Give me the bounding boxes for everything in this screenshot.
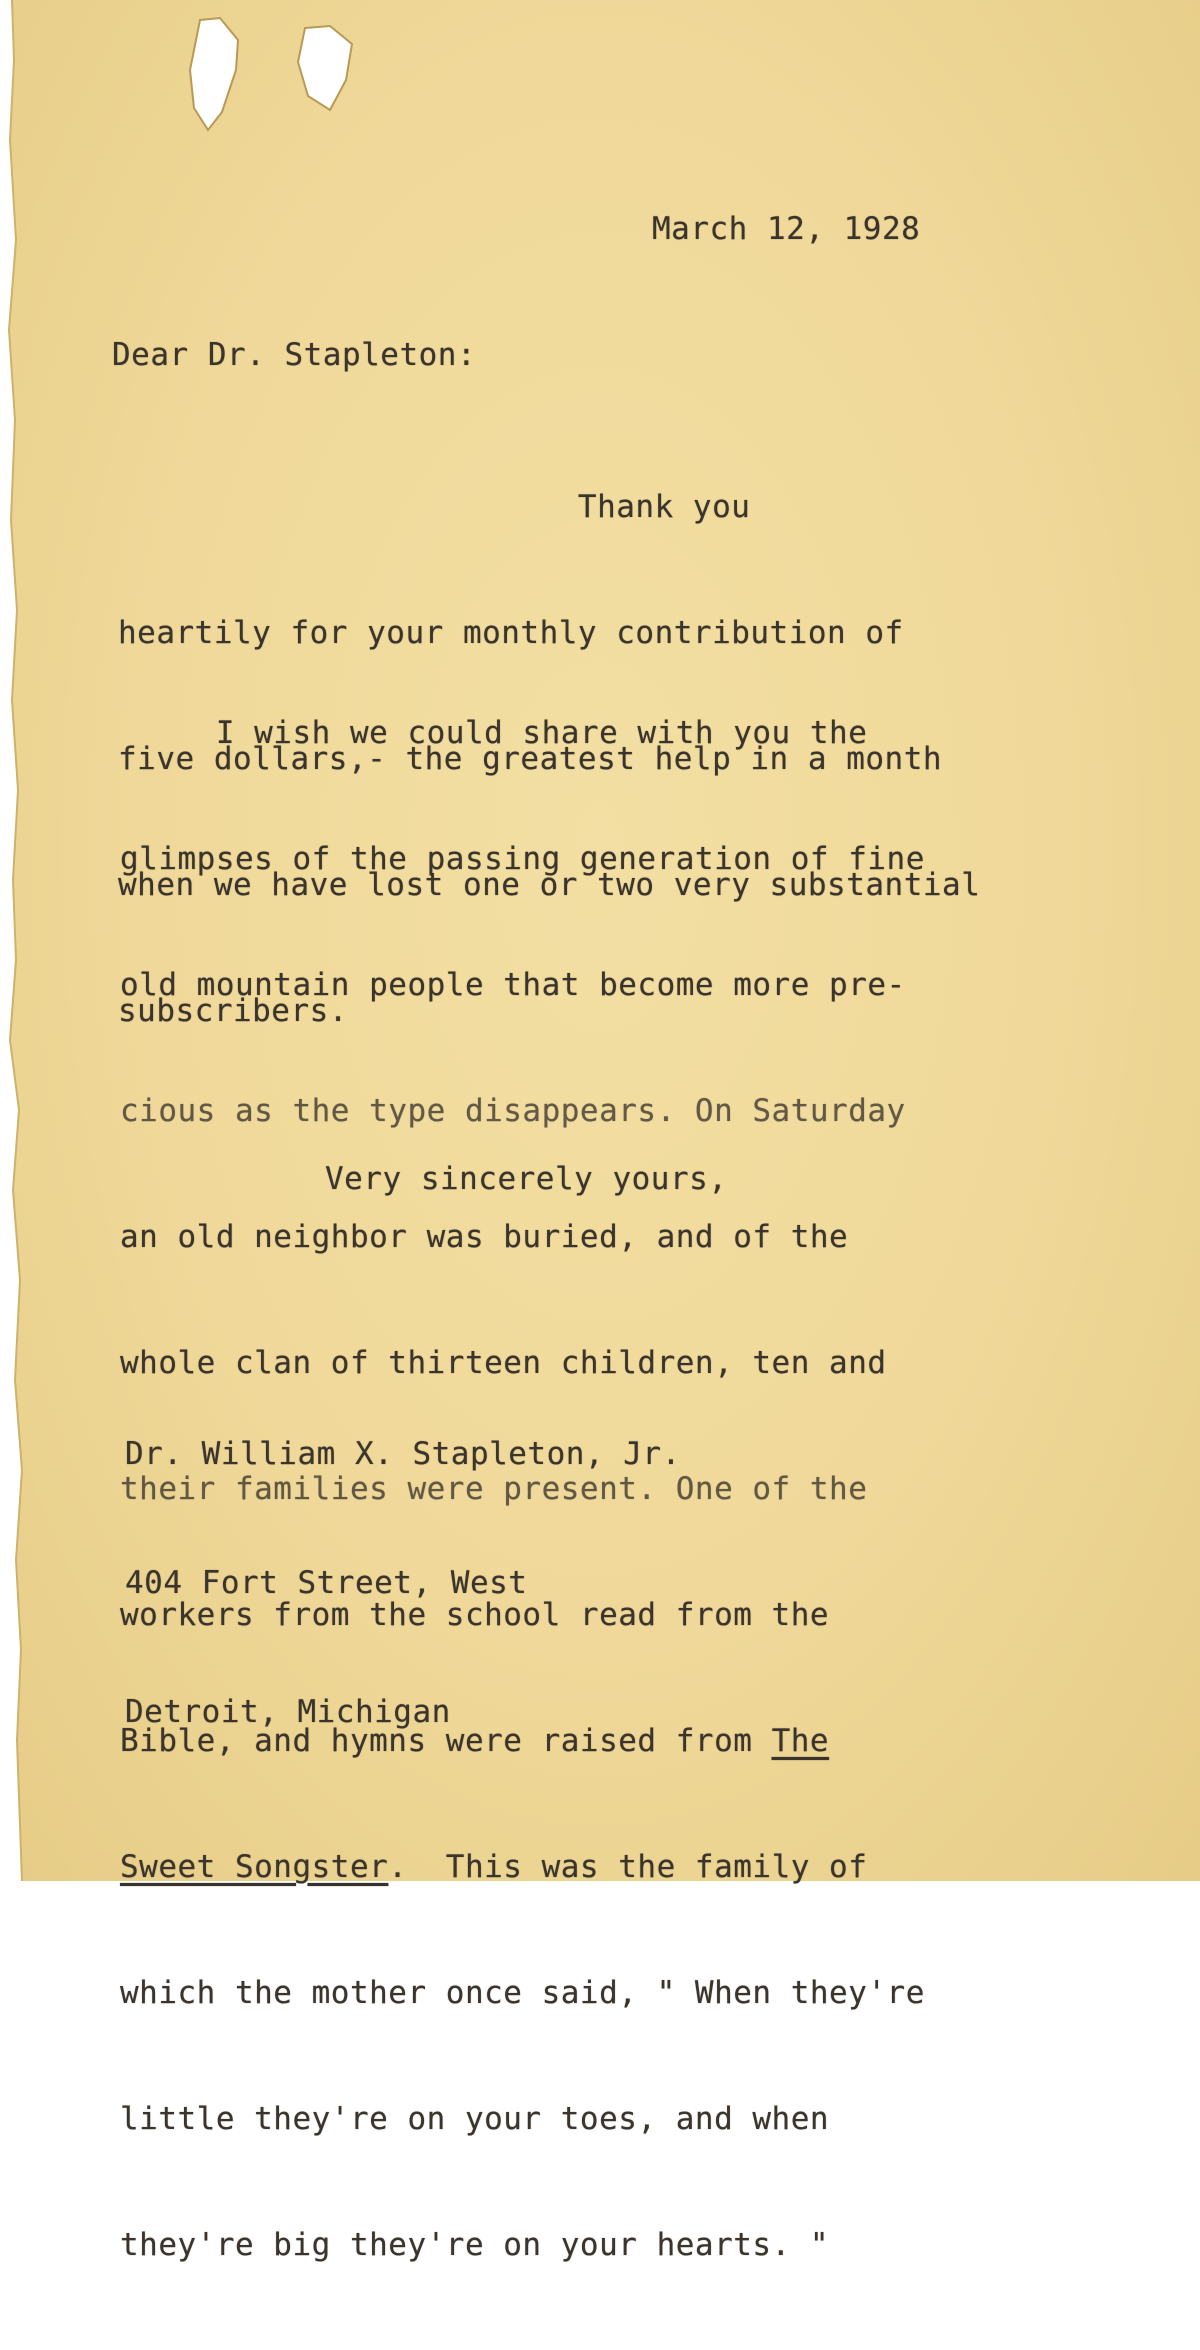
paragraph-2-line: which the mother once said, " When they're xyxy=(120,1975,925,2011)
book-title-underlined: Sweet Songster xyxy=(120,1849,389,1885)
paragraph-2-line xyxy=(120,1846,925,1888)
paragraph-1-line: when we have lost one or two very substantial xyxy=(118,867,981,903)
paragraph-2-line: little they're on your toes, and when xyxy=(120,2101,830,2137)
paragraph-2-line: an old neighbor was buried, and of the xyxy=(120,1219,849,1255)
recipient-address xyxy=(125,1347,681,1820)
paragraph-2-line: their families were present. One of the xyxy=(120,1471,868,1507)
paragraph-2-line: I wish we could share with you the xyxy=(120,715,868,751)
letter-salutation: Dear Dr. Stapleton: xyxy=(112,337,477,373)
paragraph-2-text: Bible, and hymns were raised from xyxy=(120,1723,772,1759)
torn-staple-holes xyxy=(180,0,380,150)
paragraph-1-line: subscribers. xyxy=(118,993,348,1029)
letter-closing: Very sincerely yours, xyxy=(325,1161,728,1197)
paragraph-1-line: five dollars,- the greatest help in a month xyxy=(118,741,943,777)
address-line: Detroit, Michigan xyxy=(125,1694,451,1730)
paragraph-1-line: heartily for your monthly contribution of xyxy=(118,615,904,651)
book-title-underlined: The xyxy=(771,1723,830,1759)
address-line: Dr. William X. Stapleton, Jr. xyxy=(125,1436,681,1472)
paragraph-1-line: Thank you xyxy=(118,489,751,525)
paragraph-2-line: old mountain people that become more pre- xyxy=(120,967,906,1003)
paragraph-2-line: glimpses of the passing generation of fine xyxy=(120,841,925,877)
torn-paper-edge xyxy=(0,0,40,1881)
address-line: 404 Fort Street, West xyxy=(125,1565,528,1601)
paragraph-2-line: they're big they're on your hearts. " xyxy=(120,2227,830,2263)
paragraph-2-line: whole clan of thirteen children, ten and xyxy=(120,1345,887,1381)
paragraph-2-line: workers from the school read from the xyxy=(120,1597,830,1633)
letter-date: March 12, 1928 xyxy=(652,211,921,247)
paragraph-2-text: . This was the family of xyxy=(388,1849,868,1885)
paragraph-2-line: cious as the type disappears. On Saturday xyxy=(120,1093,906,1129)
